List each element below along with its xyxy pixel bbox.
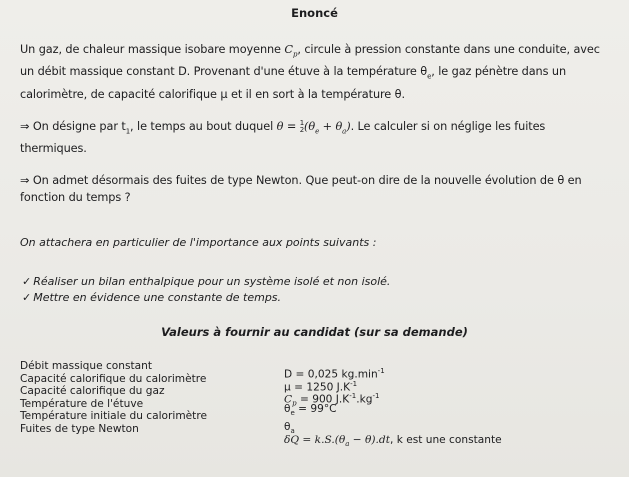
label-initial-temperature: Température initiale du calorimètre — [20, 410, 207, 422]
evaluation-note: On attachera en particulier de l'importance aux points suivants : — [20, 236, 377, 249]
question-1-text-2: , le temps au bout duquel — [130, 120, 277, 133]
arrow-icon: ⇒ — [20, 120, 30, 133]
question-1-text-1: On désigne par t — [29, 120, 126, 133]
values-labels — [20, 360, 207, 435]
formula-plus: + θ — [319, 120, 343, 133]
label-gas-capacity: Capacité calorifique du gaz — [20, 385, 165, 397]
t1-subscript: 1 — [125, 127, 131, 136]
formula-sub-a: a — [342, 127, 347, 136]
theta-e-subscript: e — [427, 72, 432, 81]
value-oven-temperature: $\theta_e = 99^\circ C$ — [284, 402, 337, 417]
value-calorimeter-capacity: μ = 1250 $J.K^{-1}$ — [284, 379, 358, 394]
label-newton-leaks: Fuites de type Newton — [20, 422, 139, 435]
statement-text-3: , le gaz pénètre dans un calorimètre, de capacité calorifique μ et il en sort à la température θ. — [20, 65, 567, 101]
question-1-text-3: . Le calculer si on néglige les fuites thermiques. — [20, 120, 546, 156]
question-1-paragraph — [20, 118, 612, 157]
formula-open: (θ — [304, 120, 316, 133]
values-column — [284, 365, 502, 446]
checklist-item-text: Réaliser un bilan enthalpique pour un système isolé et non isolé. — [33, 275, 391, 288]
question-2-paragraph — [20, 172, 612, 206]
fraction-denominator: 2 — [299, 126, 305, 134]
checklist-item-text: Mettre en évidence une constante de temps. — [33, 291, 282, 304]
question-2-text: On admet désormais des fuites de type Newton. Que peut-on dire de la nouvelle évolution de θ en fonction du temps ? — [20, 174, 582, 204]
formula-theta: θ — [276, 120, 284, 133]
label-flow-rate: Débit massique constant — [20, 360, 153, 372]
cp-subscript: p — [292, 50, 298, 59]
value-initial-temperature: $\theta_a$ — [284, 421, 295, 436]
formula-close: ) — [346, 120, 351, 133]
value-gas-capacity: $C_p = 900$ $J.K^{-1}.kg^{-1}$ — [284, 392, 380, 408]
cp-symbol: C — [284, 43, 293, 56]
checklist-item — [22, 290, 390, 306]
fraction-numerator: 1 — [299, 119, 305, 127]
check-icon: ✓ — [22, 291, 32, 304]
formula-sub-e: e — [315, 127, 320, 136]
value-flow-rate: D = 0,025 $kg.\min^{-1}$ — [284, 367, 385, 381]
value-newton-leaks: $\delta Q = k.S.(\theta_a - \theta).dt$, k est une constante — [284, 433, 502, 448]
formula-equals: = — [283, 120, 300, 133]
arrow-icon: ⇒ — [20, 174, 30, 187]
statement-text-2: , circule à pression constante dans une conduite, avec un débit massique constant D. Provenant d'une étuve à la température θ — [20, 43, 600, 79]
statement-paragraph — [20, 41, 612, 103]
label-calorimeter-capacity: Capacité calorifique du calorimètre — [20, 372, 207, 385]
checklist-item — [22, 274, 390, 290]
page-title: Enoncé — [291, 6, 338, 20]
candidate-values-title: Valeurs à fournir au candidat (sur sa demande) — [161, 325, 468, 339]
statement-text-1: Un gaz, de chaleur massique isobare moyenne — [20, 43, 285, 56]
evaluation-checklist — [22, 274, 390, 306]
check-icon: ✓ — [22, 275, 32, 288]
label-oven-temperature: Température de l'étuve — [20, 397, 144, 410]
